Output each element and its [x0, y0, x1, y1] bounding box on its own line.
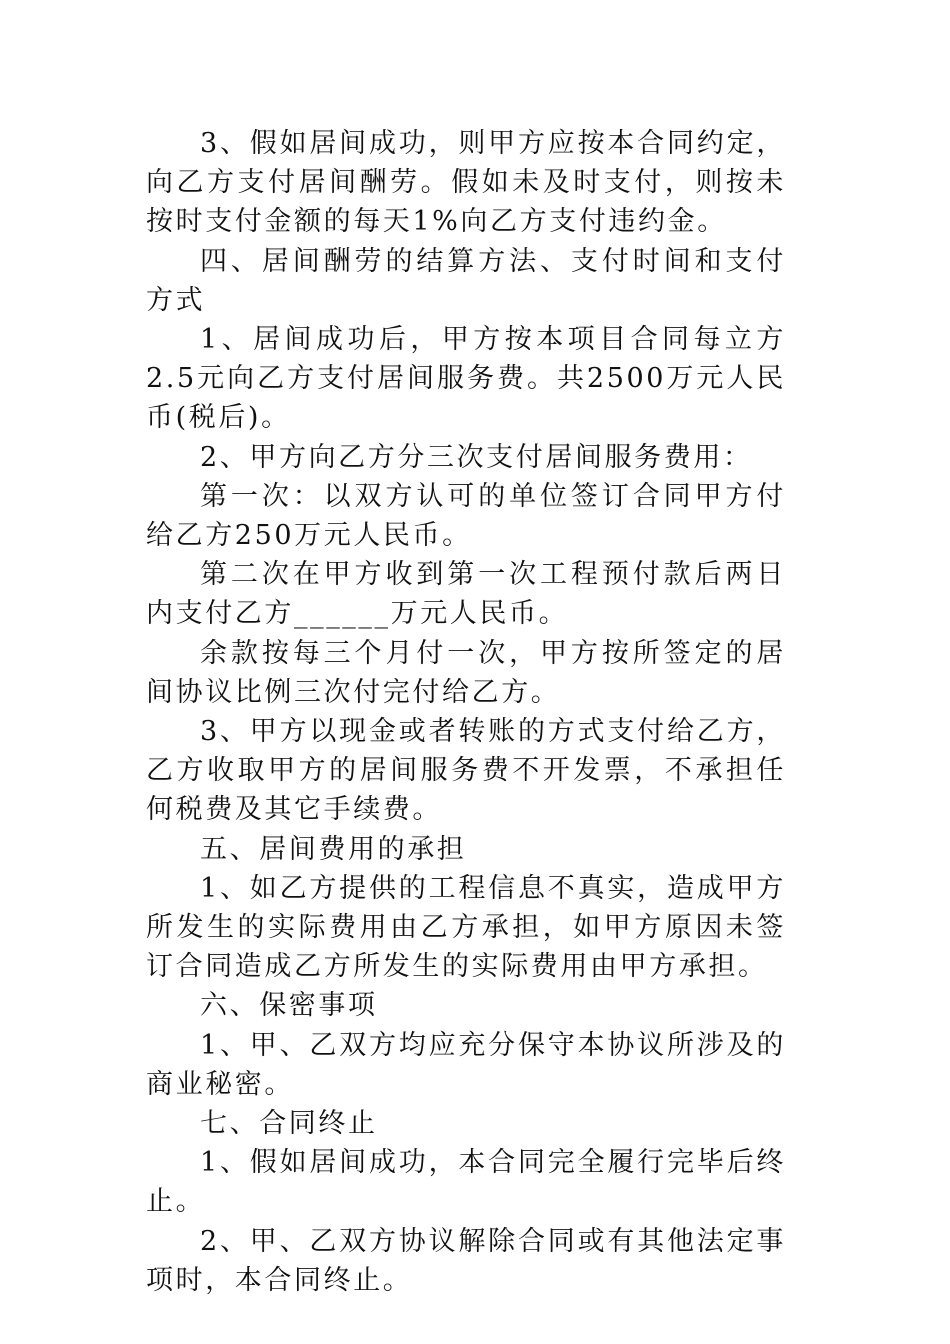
paragraph-first-installment: 第一次：以双方认可的单位签订合同甲方付给乙方250万元人民币。: [146, 480, 786, 552]
paragraph-confidentiality: 1、甲、乙双方均应充分保守本协议所涉及的商业秘密。: [146, 1029, 786, 1100]
paragraph-payment-method: 3、甲方以现金或者转账的方式支付给乙方，乙方收取甲方的居间服务费不开发票，不承担任何税费及其它手续费。: [146, 716, 786, 826]
paragraph-remaining-installment: 余款按每三个月付一次，甲方按所签定的居间协议比例三次付完付给乙方。: [146, 637, 786, 708]
section-heading-costs: 五、居间费用的承担: [200, 833, 467, 865]
paragraph-termination-mutual: 2、甲、乙双方协议解除合同或有其他法定事项时，本合同终止。: [146, 1225, 786, 1296]
section-heading-confidentiality: 六、保密事项: [200, 990, 378, 1022]
section-heading-settlement: 四、居间酬劳的结算方法、支付时间和支付方式: [146, 245, 786, 316]
document-body: [146, 124, 786, 1300]
paragraph-second-installment: 第二次在甲方收到第一次工程预付款后两日内支付乙方______万元人民币。: [146, 559, 786, 630]
paragraph-termination-completion: 1、假如居间成功，本合同完全履行完毕后终止。: [146, 1147, 786, 1218]
paragraph-installments: 2、甲方向乙方分三次支付居间服务费用：: [200, 441, 753, 473]
paragraph-service-fee: 1、居间成功后，甲方按本项目合同每立方2.5元向乙方支付居间服务费。共2500万元人民币(税后)。: [146, 324, 786, 434]
section-heading-termination: 七、合同终止: [200, 1108, 378, 1140]
paragraph-cost-bearing: 1、如乙方提供的工程信息不真实，造成甲方所发生的实际费用由乙方承担，如甲方原因未签订合同造成乙方所发生的实际费用由甲方承担。: [146, 872, 786, 983]
paragraph-payment-default: 3、假如居间成功，则甲方应按本合同约定，向乙方支付居间酬劳。假如未及时支付，则按未按时支付金额的每天1%向乙方支付违约金。: [146, 128, 786, 238]
